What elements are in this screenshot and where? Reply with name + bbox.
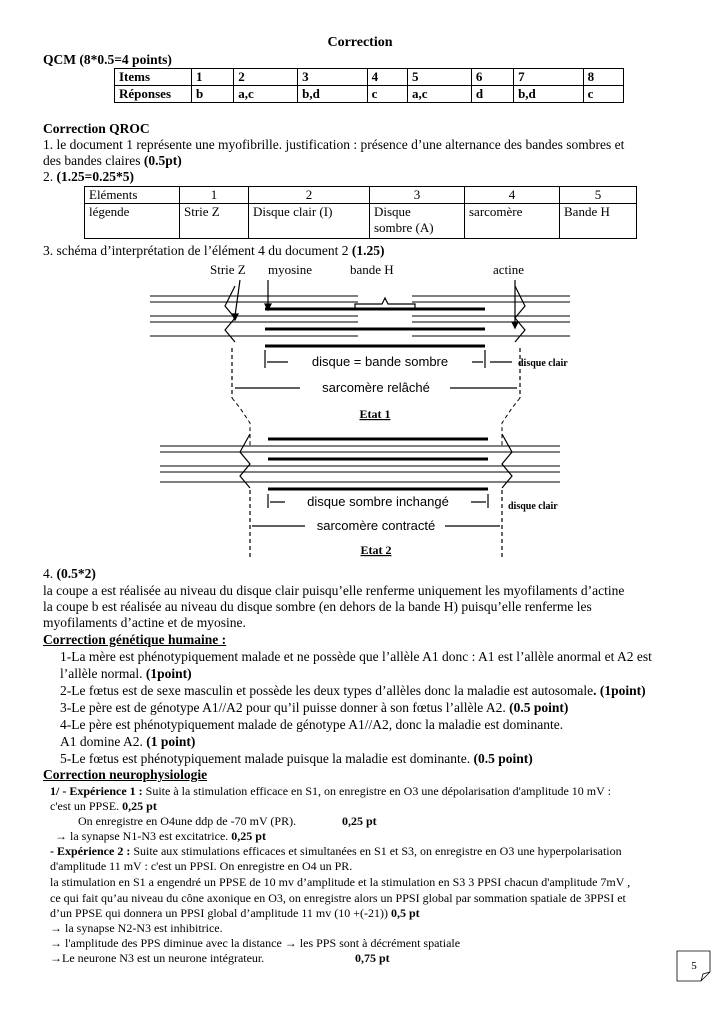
- z-line-right-1: [515, 286, 525, 342]
- genetics-l3-points: (0.5 point): [509, 700, 569, 715]
- neuro-heading: Correction neurophysiologie: [43, 767, 208, 782]
- neuro-e1b-points: 0,25 pt: [122, 799, 157, 813]
- z-line-left-2: [240, 434, 250, 488]
- genetics-l1a: 1-La mère est phénotypiquement malade et ne possède que l’allèle A1 donc : A1 est l’allèle anormal et A2 est: [60, 649, 652, 664]
- label-strie-z: Strie Z: [210, 262, 246, 277]
- genetics-heading: Correction génétique humaine :: [43, 632, 227, 647]
- genetics-l3-text: 3-Le père est de génotype A1//A2 pour qu’il puisse donner à son fœtus l’allèle A2.: [60, 700, 510, 715]
- qcm-response: c: [583, 86, 623, 103]
- neuro-e2f: → la synapse N2-N3 est inhibitrice.: [50, 921, 223, 935]
- qcm-responses-row: [115, 86, 624, 103]
- neuro-e1b: [50, 798, 157, 814]
- genetics-l5-text: 5-Le fœtus est phénotypiquement malade puisque la maladie est dominante.: [60, 751, 474, 766]
- state1-filaments: [150, 286, 570, 346]
- neuro-e1b-text: c'est un PPSE.: [50, 799, 123, 813]
- qcm-response: a,c: [234, 86, 298, 103]
- qcm-item: 7: [514, 69, 584, 86]
- state1-clair-label: disque clair: [518, 358, 568, 369]
- label-actine: actine: [493, 262, 525, 277]
- neuro-e1a: [50, 783, 611, 799]
- neuro-e1d-points: 0,25 pt: [231, 829, 266, 843]
- state2-sarc-label: sarcomère contracté: [316, 518, 436, 533]
- page-title: Correction: [327, 35, 393, 50]
- qroc-q4-points: (0.5*2): [56, 566, 96, 581]
- qroc-q2-prefix: 2.: [43, 169, 57, 184]
- qcm-item: 6: [471, 69, 513, 86]
- neuro-e1d: [55, 828, 266, 844]
- qroc-q1-points: (0.5pt): [143, 153, 182, 168]
- elements-number: 1: [180, 187, 249, 204]
- genetics-l5-points: (0.5 point): [473, 751, 533, 766]
- qcm-items-label: Items: [115, 69, 192, 86]
- neuro-e2h-points: 0,75 pt: [355, 951, 390, 965]
- neuro-e2-label: - Expérience 2 :: [50, 844, 131, 858]
- elements-number: 2: [249, 187, 370, 204]
- neuro-e1c: On enregistre en O4une ddp de -70 mV (PR).: [78, 814, 297, 828]
- qroc-q4-line1: la coupe a est réalisée au niveau du disque clair puisqu’elle renferme uniquement les myofilaments d’actine: [43, 583, 625, 598]
- genetics-l3: [60, 700, 568, 716]
- qroc-q2-points: (1.25=0.25*5): [56, 169, 134, 184]
- myosin-lines-1: [265, 309, 485, 346]
- neuro-e1a-text: Suite à la stimulation efficace en S1, on enregistre en O3 une dépolarisation d'amplitude 10 mV :: [142, 784, 611, 798]
- qroc-q4: [43, 566, 96, 582]
- genetics-l1b-text: l’allèle normal.: [60, 666, 146, 681]
- neuro-e2a-text: Suite aux stimulations efficaces et simultanées en S1 et S3, on enregistre en O3 une hyperpolarisation: [130, 844, 622, 858]
- genetics-l1b: [60, 666, 192, 682]
- qcm-responses-label: Réponses: [115, 86, 192, 103]
- elements-value-3a: Disque: [374, 204, 411, 219]
- genetics-l2-points: . (1point): [593, 683, 646, 698]
- qcm-item: 8: [583, 69, 623, 86]
- qroc-q3: [43, 243, 385, 259]
- elements-value: Bande H: [560, 204, 637, 239]
- elements-value: [370, 204, 465, 239]
- qcm-response: b,d: [298, 86, 368, 103]
- neuro-e2e-text: d’un PPSE qui donnera un PPSI global d’amplitude 11 mv (10 +(-21)): [50, 906, 391, 920]
- neuro-e2b: d'amplitude 11 mV : c'est un PPSI. On enregistre en O4 un PR.: [50, 859, 353, 873]
- genetics-l2-text: 2-Le fœtus est de sexe masculin et possède les deux types d’allèles donc la maladie est autosomale: [60, 683, 594, 698]
- state1-label: Etat 1: [359, 407, 391, 421]
- elements-value-row: [85, 204, 637, 239]
- page-number: 5: [691, 960, 697, 972]
- genetics-l4-points: (1 point): [146, 734, 196, 749]
- qroc-q1-line2: [43, 153, 182, 169]
- elements-number: 3: [370, 187, 465, 204]
- qroc-heading: Correction QROC: [43, 121, 150, 136]
- genetics-l4b: [60, 734, 195, 750]
- elements-header-row: [85, 187, 637, 204]
- qcm-heading: QCM (8*0.5=4 points): [43, 52, 172, 67]
- elements-value: Disque clair (I): [249, 204, 370, 239]
- genetics-l1-points: (1point): [145, 666, 192, 681]
- state2-disque-label: disque sombre inchangé: [307, 494, 449, 509]
- qcm-response: a,c: [407, 86, 471, 103]
- genetics-l4b-text: A1 domine A2.: [60, 734, 147, 749]
- elements-row-label: légende: [85, 204, 180, 239]
- neuro-e2a: [50, 843, 622, 859]
- qcm-item: 1: [192, 69, 234, 86]
- qroc-q2: [43, 169, 134, 185]
- qcm-item: 3: [298, 69, 368, 86]
- neuro-e1c-points: 0,25 pt: [342, 814, 377, 828]
- qroc-q3-points: (1.25): [351, 243, 385, 258]
- genetics-l5: [60, 751, 533, 767]
- elements-value-3b: sombre (A): [374, 220, 434, 235]
- qroc-q1-line1: 1. le document 1 représente une myofibrille. justification : présence d’une alternance des bandes sombres et: [43, 137, 625, 152]
- neuro-e2g: → l'amplitude des PPS diminue avec la distance → les PPS sont à décrément spatiale: [50, 936, 461, 950]
- neuro-e2e-points: 0,5 pt: [390, 906, 420, 920]
- neuro-e1-label: 1/ - Expérience 1 :: [50, 784, 143, 798]
- state2-clair-label: disque clair: [508, 501, 558, 512]
- qcm-items-row: [115, 69, 624, 86]
- neuro-e2d: ce qui fait qu’au niveau du cône axonique en O3, on enregistre alors un PPSI global par sommation spatiale de 3PPSI et: [50, 891, 626, 905]
- qroc-q4-line2: la coupe b est réalisée au niveau du disque sombre (en dehors de la bande H) puisqu’elle renferme les: [43, 599, 592, 614]
- elements-number: 5: [560, 187, 637, 204]
- elements-value: Strie Z: [180, 204, 249, 239]
- state2-filaments: [160, 434, 560, 489]
- qroc-q1-text: des bandes claires: [43, 153, 144, 168]
- sarcomere-diagram: [140, 258, 580, 568]
- qroc-q4-prefix: 4.: [43, 566, 57, 581]
- neuro-e1d-text: → la synapse N1-N3 est excitatrice.: [55, 829, 232, 843]
- qcm-item: 2: [234, 69, 298, 86]
- elements-table: [84, 186, 637, 239]
- qroc-q4-line3: myofilaments d’actine et de myosine.: [43, 615, 246, 630]
- state1-disque-label: disque = bande sombre: [311, 354, 449, 369]
- qcm-table: [114, 68, 624, 103]
- neuro-e2c: la stimulation en S1 a engendré un PPSE de 10 mv d’amplitude et la stimulation en S3 3 PPSI chacun d'amplitude 7mV ,: [50, 875, 631, 889]
- state2-label: Etat 2: [360, 543, 392, 557]
- qcm-item: 5: [407, 69, 471, 86]
- z-line-right-2: [502, 434, 512, 488]
- neuro-e2h: →Le neurone N3 est un neurone intégrateur.: [50, 951, 265, 965]
- actin-lines-2: [160, 446, 560, 482]
- genetics-l2: [60, 683, 646, 699]
- label-bande-h: bande H: [350, 262, 394, 277]
- qcm-response: b: [192, 86, 234, 103]
- state1-sarc-label: sarcomère relâché: [322, 380, 430, 395]
- qroc-q3-text: 3. schéma d’interprétation de l’élément 4 du document 2: [43, 243, 352, 258]
- genetics-l4a: 4-Le père est phénotypiquement malade de génotype A1//A2, donc la maladie est dominante.: [60, 717, 564, 732]
- elements-value: sarcomère: [465, 204, 560, 239]
- qcm-item: 4: [367, 69, 407, 86]
- label-myosine: myosine: [268, 262, 313, 277]
- elements-header-label: Eléments: [85, 187, 180, 204]
- neuro-e2e: [50, 905, 420, 921]
- qcm-response: c: [367, 86, 407, 103]
- elements-number: 4: [465, 187, 560, 204]
- qcm-response: d: [471, 86, 513, 103]
- qcm-response: b,d: [514, 86, 584, 103]
